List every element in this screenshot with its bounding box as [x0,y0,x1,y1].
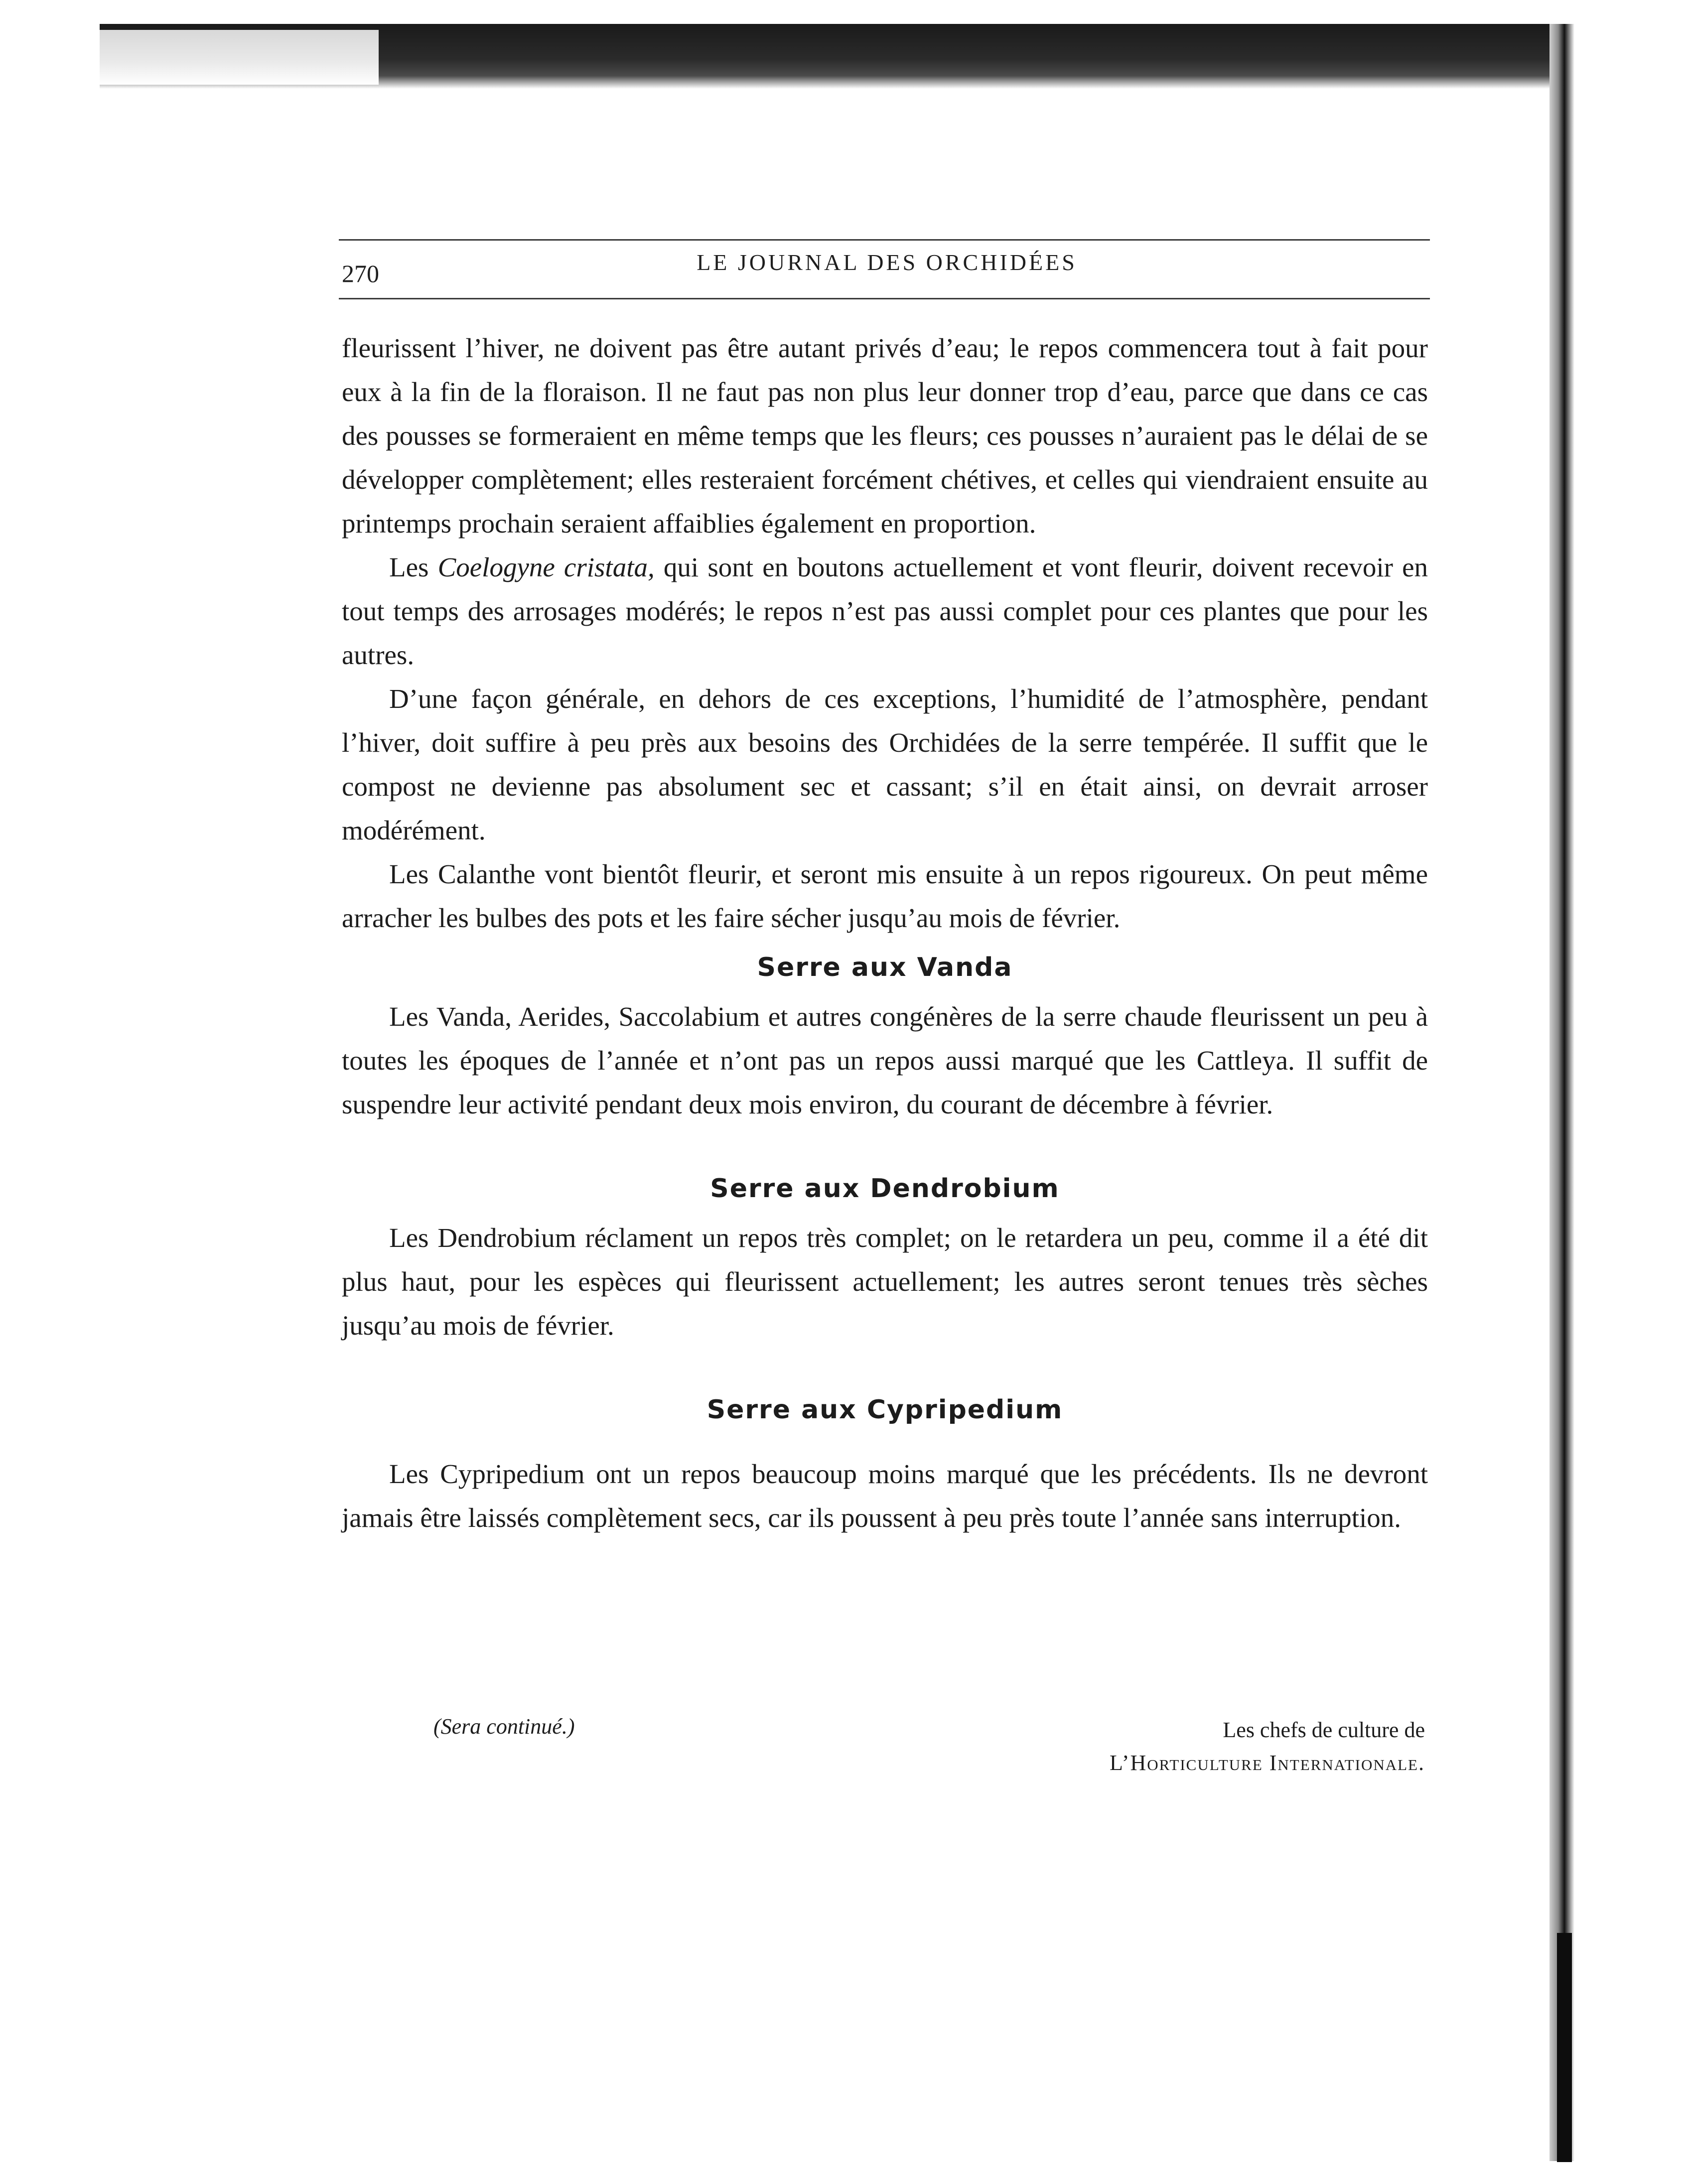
running-title: LE JOURNAL DES ORCHIDÉES [697,250,1077,275]
heading-dendrobium: Serre aux Dendrobium [710,1174,1060,1204]
signature [996,1714,1425,1779]
signature-line-1: Les chefs de culture de [1223,1718,1425,1742]
paragraph-2 [342,546,1428,677]
paragraph-cypripedium: Les Cypripedium ont un repos beaucoup moins marqué que les précédents. Ils ne devront jamais être laissés complètement secs, car ils poussent à peu près toute l’année sans interruption. [342,1459,1428,1533]
heading-vanda: Serre aux Vanda [757,953,1013,982]
paragraph-vanda: Les Vanda, Aerides, Saccolabium et autres congénères de la serre chaude fleurissent un peu à toutes les époques de l’année et n’ont pas un repos aussi marqué que les Cattleya. Il suffit de suspendre leur activité pendant deux mois environ, du courant de décembre à février. [342,1001,1428,1119]
scan-page-edge [100,30,379,85]
header-rule-top [339,239,1430,241]
paragraph-3: D’une façon générale, en dehors de ces exceptions, l’humidité de l’atmosphère, pendant l’hiver, doit suffire à peu près aux besoins des Orchidées de la serre tempérée. Il suffit que le compost ne devienne pas absolument sec et cassant; s’il en était ainsi, on devrait arroser modérément. [342,683,1428,845]
signature-line-2: L’Horticulture Internationale. [1109,1751,1425,1775]
scan-shadow-corner [1557,1933,1572,2162]
header-rule-bottom [339,298,1430,299]
paragraph-dendrobium: Les Dendrobium réclament un repos très complet; on le retardera un peu, comme il a été dit plus haut, pour les espèces qui fleurissent actuellement; les autres seront tenues très sèches jusqu’au mois de février. [342,1223,1428,1341]
heading-cypripedium: Serre aux Cypripedium [706,1395,1063,1425]
paragraph-2-pre: Les [389,552,438,582]
page-number: 270 [342,260,379,287]
article-body [342,326,1428,1540]
scan-shadow-right [1549,24,1574,2161]
paragraph-4: Les Calanthe vont bientôt fleurir, et seront mis ensuite à un repos rigoureux. On peut même arracher les bulbes des pots et les faire sécher jusqu’au mois de février. [342,859,1428,933]
continued-note: (Sera continué.) [433,1714,575,1739]
paragraph-2-post: qui sont en boutons actuellement et vont fleurir, doivent recevoir en tout temps des arrosages modérés; le repos n’est pas aussi complet pour ces plantes que pour les autres. [342,552,1428,670]
paragraph-1: fleurissent l’hiver, ne doivent pas être autant privés d’eau; le repos commencera tout à fait pour eux à la fin de la floraison. Il ne faut pas non plus leur donner trop d’eau, parce que dans ce cas des pousses se formeraient en même temps que les fleurs; ces pousses n’auraient pas le délai de se développer complètement; elles resteraient forcément chétives, et celles qui viendraient ensuite au printemps prochain seraient affaiblies également en proportion. [342,333,1428,539]
species-name: Coelogyne cristata, [437,552,655,582]
